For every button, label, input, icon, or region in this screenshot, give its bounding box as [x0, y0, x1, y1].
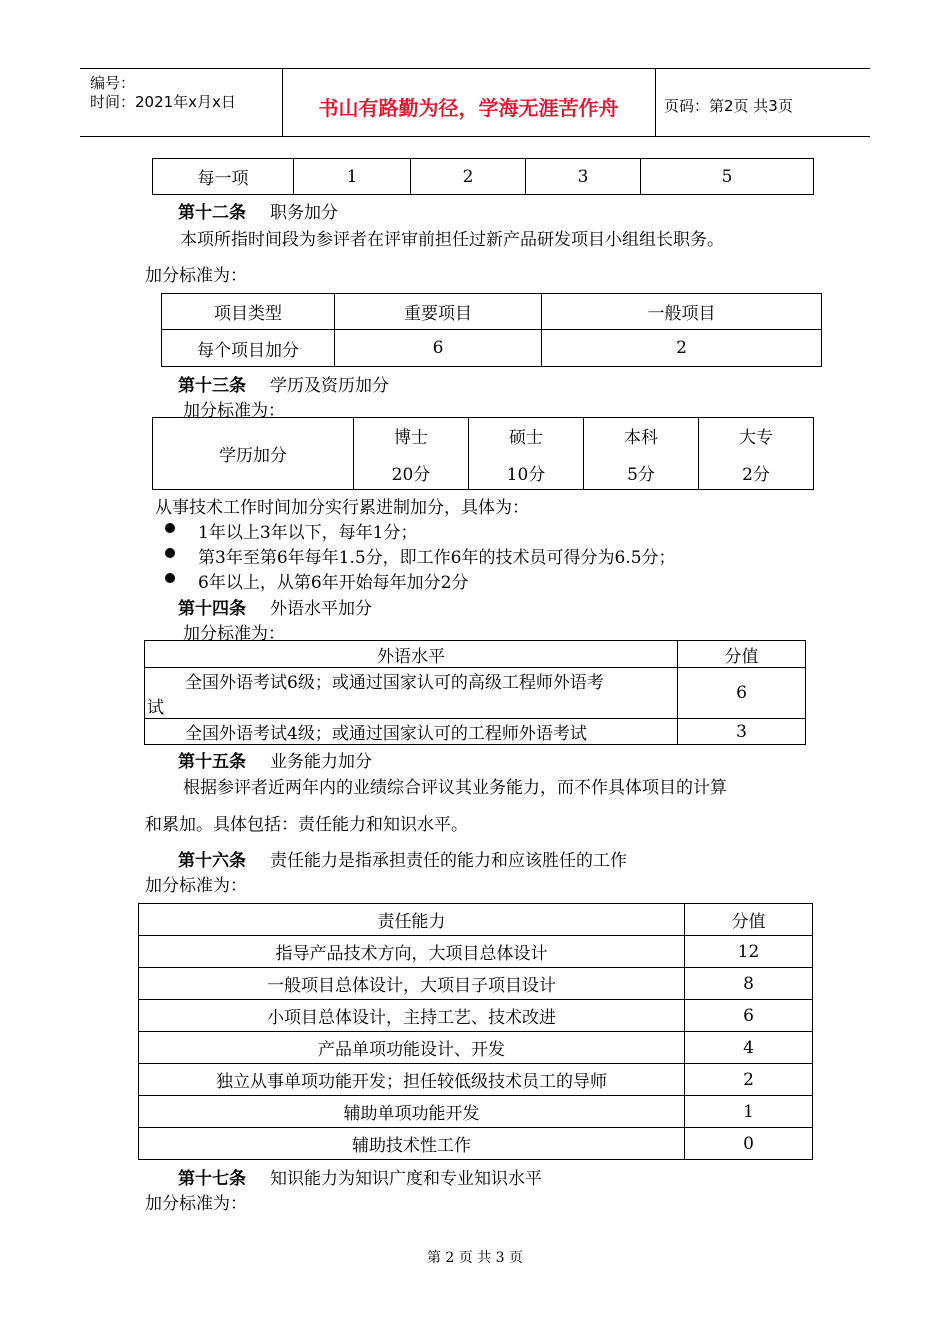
language-score-table — [144, 640, 806, 745]
list-item: 1年以上3年以下，每年1分； — [198, 523, 418, 543]
article-14-heading — [178, 594, 372, 619]
position-score-table — [161, 293, 822, 367]
table-cell: 1 — [294, 159, 411, 195]
article-subtitle: 业务能力加分 — [270, 752, 372, 772]
table-cell: 1 — [685, 1096, 813, 1128]
article-12-body: 本项所指时间段为参评者在评审前担任过新产品研发项目小组组长职务。 — [180, 230, 724, 250]
article-title: 第十七条 — [178, 1169, 246, 1189]
table-cell: 0 — [685, 1128, 813, 1160]
table-cell: 2 — [685, 1064, 813, 1096]
degree-name: 博士 — [394, 427, 428, 448]
degree-name: 本科 — [624, 427, 658, 448]
table-cell: 辅助技术性工作 — [139, 1128, 685, 1160]
table-cell: 2 — [542, 330, 822, 367]
article-subtitle: 职务加分 — [270, 203, 338, 223]
article-13-criteria: 加分标准为： — [183, 401, 285, 421]
table-cell: 一般项目总体设计，大项目子项目设计 — [139, 968, 685, 1000]
table-cell: 5 — [641, 159, 814, 195]
table-cell: 12 — [685, 936, 813, 968]
responsibility-score-table — [138, 903, 813, 1160]
degree-cell — [354, 418, 469, 490]
table-cell: 4 — [685, 1032, 813, 1064]
header-top-rule — [80, 68, 870, 69]
header-code-label: 编号： — [90, 74, 136, 92]
bullet-icon — [165, 573, 175, 583]
language-requirement-cell: 全国外语考试4级；或通过国家认可的工程师外语考试 — [145, 719, 678, 745]
article-16-heading — [178, 846, 627, 871]
article-title: 第十六条 — [178, 851, 246, 871]
article-subtitle: 学历及资历加分 — [270, 376, 389, 396]
table-cell: 每个项目加分 — [162, 330, 335, 367]
table-cell: 独立从事单项功能开发；担任较低级技术员工的导师 — [139, 1064, 685, 1096]
article-subtitle: 责任能力是指承担责任的能力和应该胜任的工作 — [270, 851, 627, 871]
page-footer: 第 2 页 共 3 页 — [426, 1250, 524, 1266]
article-subtitle: 外语水平加分 — [270, 599, 372, 619]
article-title: 第十三条 — [178, 376, 246, 396]
article-12-heading — [178, 198, 338, 223]
requirement-line: 全国外语考试6级；或通过国家认可的高级工程师外语考 — [185, 673, 604, 693]
header-motto: 书山有路勤为径，学海无涯苦作舟 — [318, 96, 619, 120]
degree-points: 10分 — [506, 464, 546, 485]
header-bottom-rule — [80, 136, 870, 137]
table-cell: 6 — [335, 330, 542, 367]
table-header-cell: 一般项目 — [542, 294, 822, 330]
table-cell: 2 — [411, 159, 526, 195]
table-cell: 指导产品技术方向，大项目总体设计 — [139, 936, 685, 968]
table-header-cell: 分值 — [685, 904, 813, 936]
list-item: 6年以上，从第6年开始每年加分2分 — [198, 573, 469, 593]
table-cell: 6 — [685, 1000, 813, 1032]
table-header-cell: 项目类型 — [162, 294, 335, 330]
article-12-criteria: 加分标准为： — [145, 266, 247, 286]
degree-name: 硕士 — [509, 427, 543, 448]
article-17-heading — [178, 1164, 542, 1189]
table-cell: 每一项 — [153, 159, 294, 195]
education-label-cell: 学历加分 — [153, 418, 354, 490]
degree-points: 2分 — [742, 464, 770, 485]
table-header-cell: 外语水平 — [145, 641, 678, 668]
article-16-criteria: 加分标准为： — [145, 876, 247, 896]
article-15-heading — [178, 747, 372, 772]
article-13-heading — [178, 371, 389, 396]
header-page-label: 页码：第2页 共3页 — [664, 97, 793, 115]
table-cell: 6 — [678, 668, 806, 719]
table-cell: 8 — [685, 968, 813, 1000]
education-score-table — [152, 417, 814, 490]
article-17-criteria: 加分标准为： — [145, 1194, 247, 1214]
bullet-icon — [165, 548, 175, 558]
header-divider-right — [655, 68, 656, 136]
degree-points: 20分 — [391, 464, 431, 485]
table-cell: 产品单项功能设计、开发 — [139, 1032, 685, 1064]
table-cell: 小项目总体设计，主持工艺、技术改进 — [139, 1000, 685, 1032]
table-cell: 辅助单项功能开发 — [139, 1096, 685, 1128]
degree-points: 5分 — [627, 464, 655, 485]
degree-name: 大专 — [739, 427, 773, 448]
article-15-body-line: 和累加。具体包括：责任能力和知识水平。 — [145, 815, 468, 835]
score-table-continued — [152, 158, 814, 195]
article-title: 第十二条 — [178, 203, 246, 223]
table-cell: 3 — [678, 719, 806, 745]
table-header-cell: 分值 — [678, 641, 806, 668]
degree-cell — [699, 418, 814, 490]
article-title: 第十四条 — [178, 599, 246, 619]
table-header-cell: 责任能力 — [139, 904, 685, 936]
article-14-criteria: 加分标准为： — [183, 624, 285, 644]
table-cell: 3 — [526, 159, 641, 195]
degree-cell — [469, 418, 584, 490]
article-15-body-line: 根据参评者近两年内的业绩综合评议其业务能力，而不作具体项目的计算 — [183, 778, 727, 798]
header-time-label: 时间：2021年x月x日 — [90, 93, 236, 111]
article-subtitle: 知识能力为知识广度和专业知识水平 — [270, 1169, 542, 1189]
language-requirement-cell — [145, 668, 678, 719]
table-header-cell: 重要项目 — [335, 294, 542, 330]
seniority-intro: 从事技术工作时间加分实行累进制加分，具体为： — [155, 498, 529, 518]
degree-cell — [584, 418, 699, 490]
bullet-icon — [165, 523, 175, 533]
article-title: 第十五条 — [178, 752, 246, 772]
list-item: 第3年至第6年每年1.5分，即工作6年的技术员可得分为6.5分； — [198, 548, 676, 568]
requirement-line: 试 — [147, 698, 164, 718]
